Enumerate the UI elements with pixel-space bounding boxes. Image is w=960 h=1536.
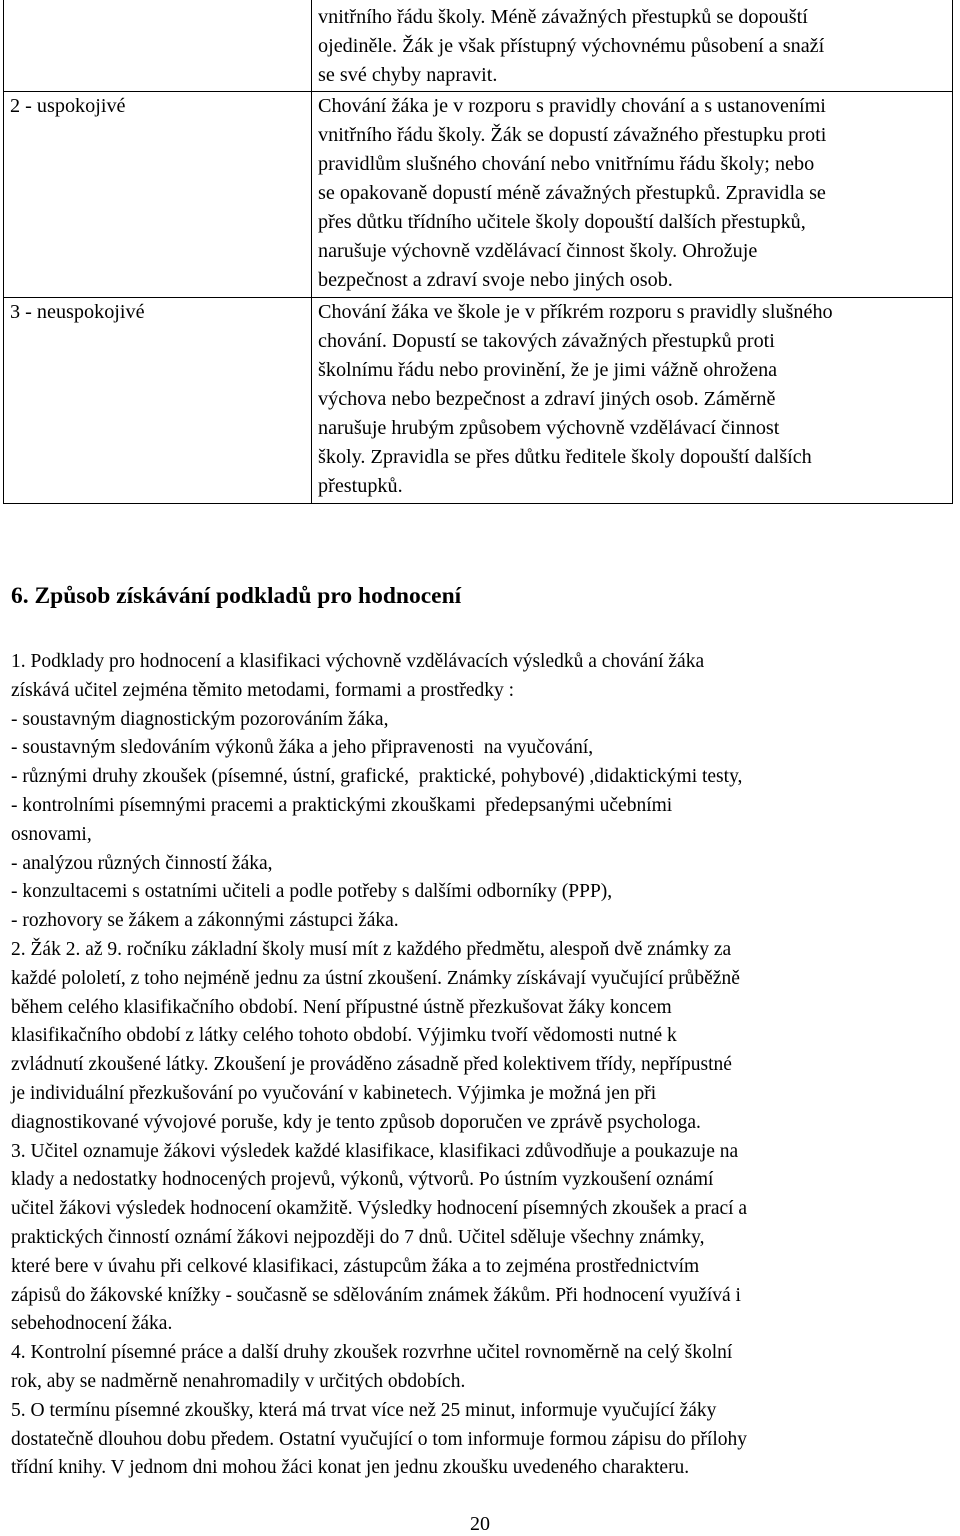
paragraph-line: - soustavným diagnostickým pozorováním žáka,: [11, 708, 389, 730]
paragraph-line: které bere v úvahu při celkové klasifikaci, zástupcům žáka a to zejména prostřednictvím: [11, 1255, 700, 1277]
grade-description-line: se opakovaně dopustí méně závažných přestupků. Zpravidla se: [318, 182, 826, 204]
grade-description-cell: [312, 92, 953, 298]
grade-description-line: přestupků.: [318, 475, 403, 497]
grade-label: 2 - uspokojivé: [10, 95, 126, 117]
paragraph-line: rok, aby se nadměrně nenahromadily v určitých obdobích.: [11, 1370, 466, 1392]
paragraph-line: praktických činností oznámí žákovi nejpozději do 7 dnů. Učitel sděluje všechny známky,: [11, 1226, 705, 1248]
section-body: [11, 648, 946, 1483]
grade-description-line: narušuje hrubým způsobem výchovně vzdělávací činnost: [318, 417, 780, 439]
paragraph-line: učitel žákovi výsledek hodnocení okamžitě. Výsledky hodnocení písemných zkoušek a prací a: [11, 1198, 748, 1220]
grade-description-line: bezpečnost a zdraví svoje nebo jiných osob.: [318, 269, 673, 291]
paragraph-line: 2. Žák 2. až 9. ročníku základní školy musí mít z každého předmětu, alespoň dvě známky za: [11, 938, 732, 960]
paragraph-line: 4. Kontrolní písemné práce a další druhy zkoušek rozvrhne učitel rovnoměrně na celý školní: [11, 1342, 733, 1364]
grade-label-cell: [4, 0, 312, 92]
paragraph-line: zvládnutí zkoušené látky. Zkoušení je prováděno zásadně před kolektivem třídy, nepřípustné: [11, 1054, 732, 1076]
paragraph-line: klady a nedostatky hodnocených projevů, výkonů, výtvorů. Po ústním vyzkoušení oznámí: [11, 1169, 714, 1191]
behavior-grade-table: [3, 0, 953, 504]
grade-description-line: narušuje výchovně vzdělávací činnost školy. Ohrožuje: [318, 240, 758, 262]
grade-table-row: [4, 298, 953, 504]
grade-description-line: chování. Dopustí se takových závažných přestupků proti: [318, 330, 775, 352]
paragraph-line: - různými druhy zkoušek (písemné, ústní, grafické, praktické, pohybové) ,didaktickými testy,: [11, 766, 743, 788]
grade-description-line: pravidlům slušného chování nebo vnitřnímu řádu školy; nebo: [318, 153, 815, 175]
grade-description-line: přes důtku třídního učitele školy dopouští dalších přestupků,: [318, 211, 806, 233]
grade-description-line: vnitřního řádu školy. Žák se dopustí závažného přestupku proti: [318, 124, 827, 146]
paragraph-line: třídní knihy. V jednom dni mohou žáci konat jen jednu zkoušku uvedeného charakteru.: [11, 1457, 690, 1479]
paragraph-line: dostatečně dlouhou dobu předem. Ostatní vyučující o tom informuje formou zápisu do přílohy: [11, 1428, 747, 1450]
grade-description-line: ojediněle. Žák je však přístupný výchovnému působení a snaží: [318, 35, 825, 57]
grade-description-line: vnitřního řádu školy. Méně závažných přestupků se dopouští: [318, 6, 808, 28]
grade-label-cell: [4, 92, 312, 298]
paragraph-line: 1. Podklady pro hodnocení a klasifikaci výchovně vzdělávacích výsledků a chování žáka: [11, 651, 705, 672]
grade-description-cell: [312, 0, 953, 92]
paragraph-line: - kontrolními písemnými pracemi a praktickými zkouškami předepsanými učebními: [11, 794, 673, 816]
grade-description-line: školnímu řádu nebo provinění, že je jimi vážně ohrožena: [318, 359, 778, 381]
paragraph-line: - analýzou různých činností žáka,: [11, 852, 273, 874]
paragraph-line: získává učitel zejména těmito metodami, formami a prostředky :: [11, 679, 515, 701]
paragraph-line: - konzultacemi s ostatními učiteli a podle potřeby s dalšími odborníky (PPP),: [11, 881, 613, 903]
paragraph-line: klasifikačního období z látky celého tohoto období. Výjimku tvoří vědomosti nutné k: [11, 1025, 677, 1047]
paragraph-line: zápisů do žákovské knížky - současně se sdělováním známek žákům. Při hodnocení využívá i: [11, 1284, 741, 1306]
paragraph-line: diagnostikované vývojové poruše, kdy je tento způsob doporučen ve zprávě psychologa.: [11, 1111, 701, 1133]
grade-description-line: Chování žáka ve škole je v příkrém rozporu s pravidly slušného: [318, 301, 833, 323]
paragraph-line: osnovami,: [11, 823, 92, 845]
grade-description-line: školy. Zpravidla se přes důtku ředitele školy dopouští dalších: [318, 446, 812, 468]
paragraph-line: sebehodnocení žáka.: [11, 1313, 173, 1335]
paragraph-line: - soustavným sledováním výkonů žáka a jeho připravenosti na vyučování,: [11, 737, 594, 759]
paragraph-line: během celého klasifikačního období. Není přípustné ústně přezkušovat žáky koncem: [11, 996, 672, 1018]
section-heading: 6. Způsob získávání podkladů pro hodnocení: [11, 583, 462, 609]
grade-description-line: se své chyby napravit.: [318, 64, 498, 86]
grade-description-cell: [312, 298, 953, 504]
grade-label-cell: [4, 298, 312, 504]
paragraph-line: 5. O termínu písemné zkoušky, která má trvat více než 25 minut, informuje vyučující žáky: [11, 1399, 717, 1421]
grade-table-row: [4, 92, 953, 298]
grade-description-line: Chování žáka je v rozporu s pravidly chování a s ustanoveními: [318, 95, 826, 117]
paragraph-line: - rozhovory se žákem a zákonnými zástupci žáka.: [11, 910, 399, 932]
page-number: 20: [470, 1513, 490, 1535]
grade-label: 3 - neuspokojivé: [10, 301, 145, 323]
paragraph-line: je individuální přezkušování po vyučování v kabinetech. Výjimka je možná jen při: [11, 1082, 657, 1104]
grade-description-line: výchova nebo bezpečnost a zdraví jiných osob. Záměrně: [318, 388, 776, 410]
grade-table-body: [4, 0, 953, 504]
grade-table-row: [4, 0, 953, 92]
paragraph-line: každé pololetí, z toho nejméně jednu za ústní zkoušení. Známky získávají vyučující průběžně: [11, 967, 740, 989]
paragraph-line: 3. Učitel oznamuje žákovi výsledek každé klasifikace, klasifikaci zdůvodňuje a poukazuje na: [11, 1140, 739, 1162]
